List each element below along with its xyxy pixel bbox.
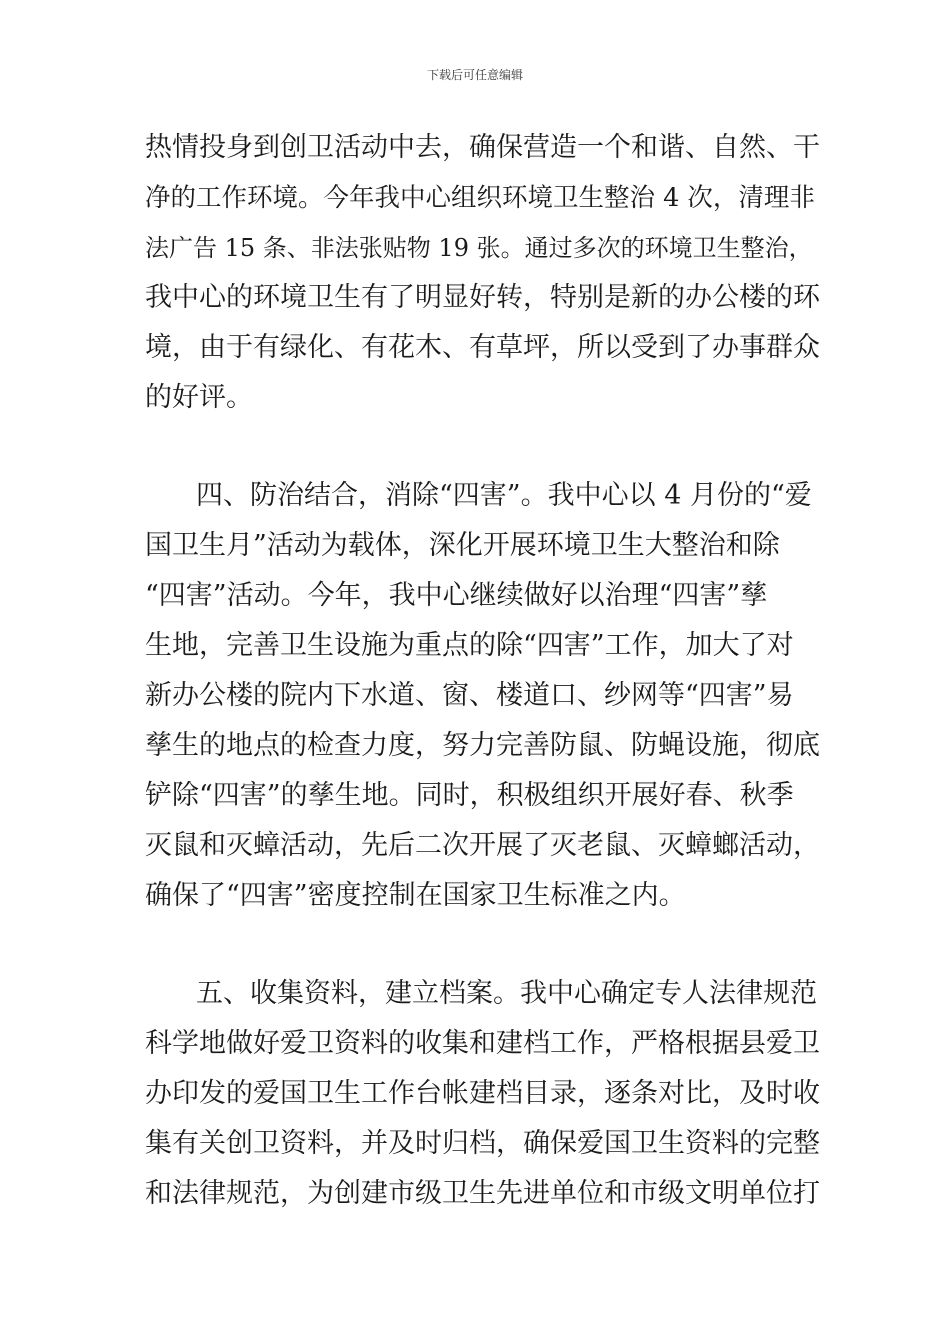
- text-line: 净的工作环境。今年我中心组织环境卫生整治 4 次，清理非: [145, 183, 815, 213]
- text-line: 孳生的地点的检查力度，努力完善防鼠、防蝇设施，彻底: [145, 730, 820, 761]
- text-line: 国卫生月”活动为载体，深化开展环境卫生大整治和除: [145, 530, 780, 561]
- text-line: 法广告 15 条、非法张贴物 19 张。通过多次的环境卫生整治，: [145, 234, 813, 262]
- text-line: 办印发的爱国卫生工作台帐建档目录，逐条对比，及时收: [145, 1078, 820, 1109]
- page-header: 下载后可任意编辑: [426, 68, 523, 82]
- text-line: 灭鼠和灭蟑活动，先后二次开展了灭老鼠、灭蟑螂活动，: [145, 830, 820, 861]
- text-line: “四害”活动。今年，我中心继续做好以治理“四害”孳: [145, 580, 768, 611]
- text-line: 四、防治结合，消除“四害”。我中心以 4 月份的“爱: [196, 480, 812, 511]
- text-line: 五、收集资料，建立档案。我中心确定专人法律规范: [196, 978, 817, 1009]
- text-line: 铲除“四害”的孳生地。同时，积极组织开展好春、秋季: [145, 780, 794, 811]
- text-line: 生地，完善卫生设施为重点的除“四害”工作，加大了对: [145, 630, 794, 661]
- text-line: 热情投身到创卫活动中去，确保营造一个和谐、自然、干: [145, 132, 820, 163]
- text-line: 确保了“四害”密度控制在国家卫生标准之内。: [145, 880, 686, 911]
- text-line: 科学地做好爱卫资料的收集和建档工作，严格根据县爱卫: [145, 1028, 820, 1059]
- text-line: 新办公楼的院内下水道、窗、楼道口、纱网等“四害”易: [145, 680, 794, 711]
- text-line: 的好评。: [145, 382, 253, 413]
- text-line: 我中心的环境卫生有了明显好转，特别是新的办公楼的环: [145, 282, 820, 313]
- text-line: 集有关创卫资料，并及时归档，确保爱国卫生资料的完整: [145, 1128, 820, 1159]
- text-line: 和法律规范，为创建市级卫生先进单位和市级文明单位打: [145, 1178, 820, 1209]
- text-line: 境，由于有绿化、有花木、有草坪，所以受到了办事群众: [145, 332, 820, 363]
